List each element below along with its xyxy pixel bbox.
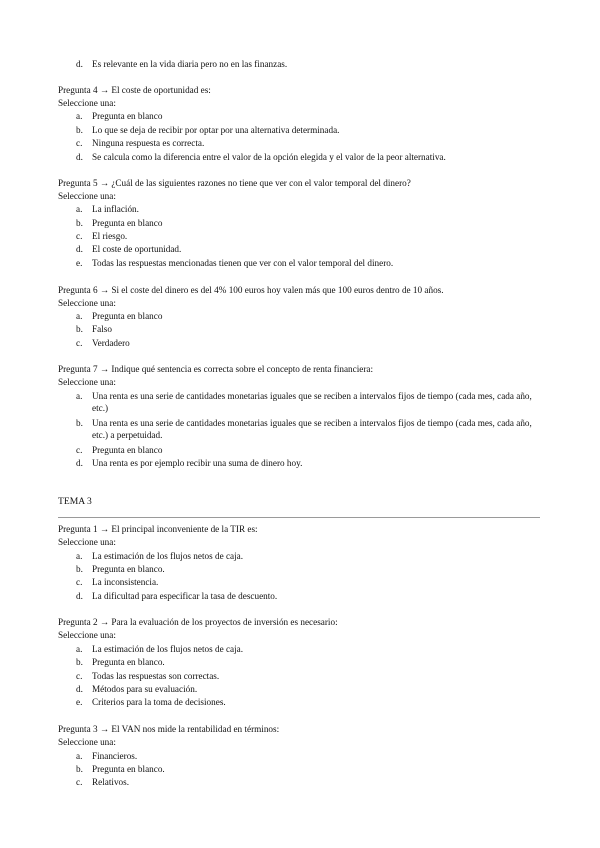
- option-text: Lo que se deja de recibir por optar por una alternativa determinada.: [92, 125, 340, 135]
- option-text: Pregunta en blanco: [92, 218, 163, 228]
- option-letter: a.: [76, 644, 83, 654]
- option-letter: a.: [76, 204, 83, 214]
- option-text: Financieros.: [92, 751, 138, 761]
- question-4-title: Pregunta 4 → El coste de oportunidad es:: [58, 85, 211, 95]
- option-text: Relativos.: [92, 777, 130, 787]
- option-text: Una renta es una serie de cantidades monetarias iguales que se reciben a intervalos fijos de tiempo (cada mes, cada año, etc.): [92, 391, 532, 413]
- option-text: Pregunta en blanco.: [92, 564, 165, 574]
- option-text: Es relevante en la vida diaria pero no en las finanzas.: [92, 59, 288, 69]
- select-one-label: Seleccione una:: [58, 377, 116, 387]
- option-letter: e.: [76, 258, 83, 268]
- option-letter: b.: [76, 418, 83, 428]
- option-text: El riesgo.: [92, 231, 128, 241]
- option-text: Una renta es una serie de cantidades monetarias iguales que se reciben a intervalos fijos de tiempo (cada mes, cada año, etc.) a perpetuidad.: [92, 418, 532, 440]
- option-letter: a.: [76, 391, 83, 401]
- option-letter: c.: [76, 338, 83, 348]
- option-text: Falso: [92, 324, 112, 334]
- option-letter: c.: [76, 671, 83, 681]
- option-letter: b.: [76, 657, 83, 667]
- option-text: Una renta es por ejemplo recibir una suma de dinero hoy.: [92, 458, 303, 468]
- option-letter: d.: [76, 458, 83, 468]
- select-one-label: Seleccione una:: [58, 737, 116, 747]
- option-text: La estimación de los flujos netos de caja.: [92, 551, 244, 561]
- option-letter: d.: [76, 59, 83, 69]
- section-title: TEMA 3: [58, 496, 92, 507]
- option-text: Pregunta en blanco: [92, 445, 163, 455]
- option-letter: a.: [76, 551, 83, 561]
- option-text: Se calcula como la diferencia entre el valor de la opción elegida y el valor de la peor alternativa.: [92, 152, 446, 162]
- option-text: Pregunta en blanco.: [92, 657, 165, 667]
- option-letter: c.: [76, 577, 83, 587]
- option-letter: d.: [76, 152, 83, 162]
- option-letter: b.: [76, 218, 83, 228]
- option-letter: c.: [76, 445, 83, 455]
- question-7-title: Pregunta 7 → Indique qué sentencia es correcta sobre el concepto de renta financiera:: [58, 364, 374, 374]
- option-letter: c.: [76, 231, 83, 241]
- option-text: Métodos para su evaluación.: [92, 684, 198, 694]
- option-text: La dificultad para especificar la tasa de descuento.: [92, 591, 278, 601]
- section-divider: [58, 517, 540, 518]
- option-text: Todas las respuestas son correctas.: [92, 671, 220, 681]
- option-text: Criterios para la toma de decisiones.: [92, 697, 226, 707]
- option-letter: a.: [76, 111, 83, 121]
- select-one-label: Seleccione una:: [58, 191, 116, 201]
- select-one-label: Seleccione una:: [58, 630, 116, 640]
- option-text: La inflación.: [92, 204, 139, 214]
- option-letter: d.: [76, 684, 83, 694]
- option-text: Pregunta en blanco: [92, 311, 163, 321]
- option-letter: d.: [76, 591, 83, 601]
- option-letter: c.: [76, 138, 83, 148]
- option-letter: b.: [76, 564, 83, 574]
- select-one-label: Seleccione una:: [58, 98, 116, 108]
- tema3-question-3-title: Pregunta 3 → El VAN nos mide la rentabilidad en términos:: [58, 724, 280, 734]
- option-letter: b.: [76, 324, 83, 334]
- option-text: La inconsistencia.: [92, 577, 159, 587]
- select-one-label: Seleccione una:: [58, 298, 116, 308]
- option-text: Pregunta en blanco: [92, 111, 163, 121]
- option-letter: e.: [76, 697, 83, 707]
- option-text: Pregunta en blanco.: [92, 764, 165, 774]
- option-letter: c.: [76, 777, 83, 787]
- option-text: Verdadero: [92, 338, 130, 348]
- tema3-question-2-title: Pregunta 2 → Para la evaluación de los proyectos de inversión es necesario:: [58, 617, 338, 627]
- select-one-label: Seleccione una:: [58, 537, 116, 547]
- option-text: Ninguna respuesta es correcta.: [92, 138, 205, 148]
- option-text: El coste de oportunidad.: [92, 244, 182, 254]
- option-letter: b.: [76, 764, 83, 774]
- question-5-title: Pregunta 5 → ¿Cuál de las siguientes razones no tiene que ver con el valor temporal del dinero?: [58, 178, 411, 188]
- option-text: Todas las respuestas mencionadas tienen que ver con el valor temporal del dinero.: [92, 258, 394, 268]
- tema3-question-1-title: Pregunta 1 → El principal inconveniente de la TIR es:: [58, 524, 258, 534]
- option-letter: a.: [76, 751, 83, 761]
- option-letter: a.: [76, 311, 83, 321]
- option-letter: d.: [76, 244, 83, 254]
- option-text: La estimación de los flujos netos de caja.: [92, 644, 244, 654]
- question-6-title: Pregunta 6 → Si el coste del dinero es del 4% 100 euros hoy valen más que 100 euros dentro de 10 años.: [58, 285, 444, 295]
- option-letter: b.: [76, 125, 83, 135]
